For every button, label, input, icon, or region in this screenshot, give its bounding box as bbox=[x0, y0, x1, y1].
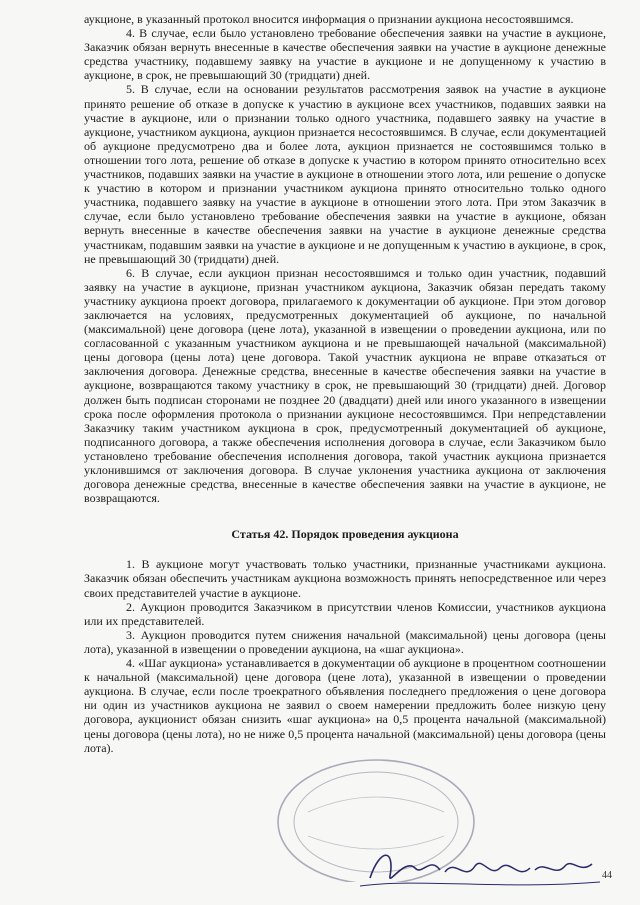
document-body bbox=[84, 12, 606, 755]
article-paragraph-1: 1. В аукционе могут участвовать только участники, признанные участниками аукциона. Заказчик обязан обеспечить участникам аукциона возможность принять непосредственное или через своих представителей участие в аукционе. bbox=[84, 557, 606, 600]
article-paragraph-3: 3. Аукцион проводится путем снижения начальной (максимальной) цены договора (цены лота), указанной в извещении о проведении аукциона, на «шаг аукциона». bbox=[84, 627, 606, 656]
paragraph-continuation: аукционе, в указанный протокол вносится информация о признании аукциона несостоявшимся. bbox=[84, 12, 574, 26]
official-stamp-icon bbox=[268, 752, 478, 882]
handwritten-signature-icon bbox=[360, 838, 610, 894]
article-paragraph-2: 2. Аукцион проводится Заказчиком в присутствии членов Комиссии, участников аукциона или их представителей. bbox=[84, 599, 606, 628]
paragraph-item-6: 6. В случае, если аукцион признан несостоявшимся и только один участник, подавший заявку на участие в аукционе, признан участником аукциона, Заказчик обязан передать такому участнику аукциона проект договора, прилагаемого к документации об аукционе. При этом договор заключается на условиях, предусмотренных документацией об аукционе, по начальной (максимальной) цене договора (цене лота), указанной в извещении о проведении аукциона, или по согласованной с указанным участником аукциона и не превышающей начальной (максимальной) цены договора (цены лота) цене договора. Такой участник аукциона не вправе отказаться от заключения договора. Денежные средства, внесенные в качестве обеспечения заявки на участие в аукционе, возвращаются такому участнику в срок, не превышающий 30 (тридцати) дней. Договор должен быть подписан сторонами не позднее 20 (двадцати) дней или иного указанного в извещении срока после оформления протокола о признании аукционе несостоявшимся. При непредставлении Заказчику таким участником аукциона в срок, предусмотренный документацией об аукционе, подписанного договора, а также обеспечения исполнения договора в случае, если Заказчиком было установлено требование обеспечения исполнения договора, такой участник аукциона признается уклонившимся от заключения договора. В случае уклонения участника аукциона от заключения договора денежные средства, внесенные в качестве обеспечения заявки на участие в аукционе, не возвращаются. bbox=[84, 265, 606, 506]
paragraph-item-4: 4. В случае, если было установлено требование обеспечения заявки на участие в аукционе, Заказчик обязан вернуть внесенные в качестве обеспечения заявки на участие в аукционе денежные средства участнику, подавшему заявку на участие в аукционе и не допущенному к участию в аукционе, в срок, не превышающий 30 (тридцати) дней. bbox=[84, 26, 606, 83]
article-paragraph-4: 4. «Шаг аукциона» устанавливается в документации об аукционе в процентном соотношении к начальной (максимальной) цене договора (цене лота), указанной в извещении о проведении аукциона. В случае, если после троекратного объявления последнего предложения о цене договора ни один из участников аукциона не заявил о своем намерении предложить более низкую цену договора, аукционист обязан снизить «шаг аукциона» на 0,5 процента начальной (максимальной) цены договора (цены лота), но не ниже 0,5 процента начальной (максимальной) цены договора (цены лота). bbox=[84, 656, 606, 755]
paragraph-item-5: 5. В случае, если на основании результатов рассмотрения заявок на участие в аукционе принято решение об отказе в допуске к участию в аукционе всех участников, подавших заявки на участие в аукционе, или о признании только одного участника, подавшего заявку на участие в аукционе, участником аукциона, аукцион признается несостоявшимся. В случае, если документацией об аукционе предусмотрено два и более лота, аукцион признается не состоявшимся только в отношении того лота, решение об отказе в допуске к участию в котором принято относительно всех участников, подавших заявки на участие в аукционе в отношении этого лота, или решение о допуске к участию в котором и признании участником аукциона принято относительно только одного участника, подавшего заявку на участие в аукционе в отношении этого лота. При этом Заказчик в случае, если было установлено требование обеспечения заявки на участие в аукционе, обязан вернуть внесенные в качестве обеспечения заявки на участие в аукционе денежные средства участникам, подавшим заявки на участие в аукционе и не допущенным к участию в аукционе, в срок, не превышающий 30 (тридцати) дней. bbox=[84, 82, 606, 266]
article-heading: Статья 42. Порядок проведения аукциона bbox=[231, 527, 459, 542]
page-number: 44 bbox=[602, 870, 612, 881]
